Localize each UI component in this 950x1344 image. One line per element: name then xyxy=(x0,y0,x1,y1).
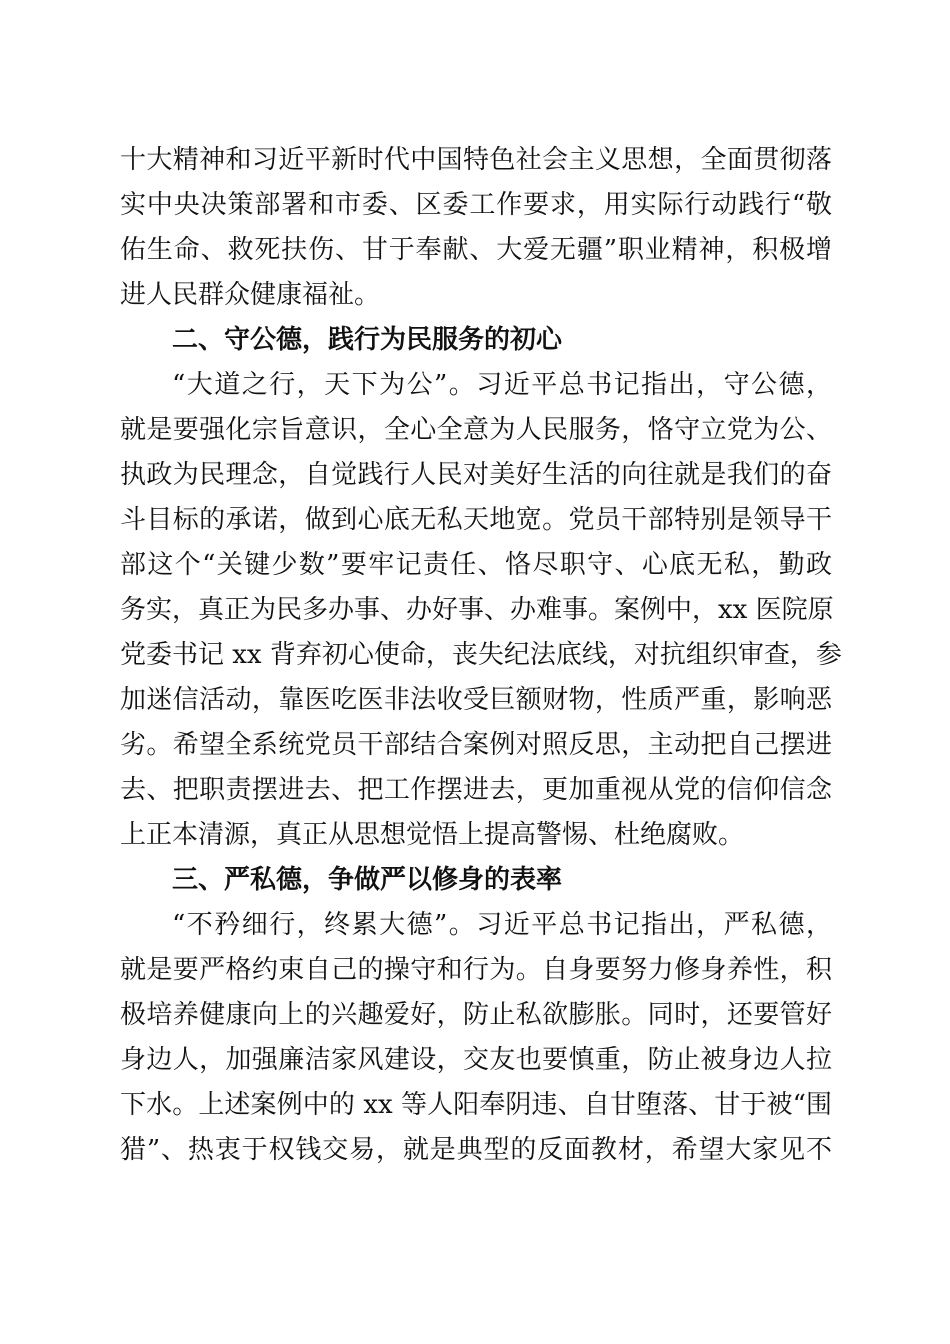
paragraph-line: “大道之行，天下为公”。习近平总书记指出，守公德， xyxy=(172,370,832,400)
paragraph-3 xyxy=(120,903,832,1173)
paragraph-line: 党委书记 xx 背弃初心使命，丧失纪法底线，对抗组织审查，参 xyxy=(120,640,842,670)
paragraph-line: 极培养健康向上的兴趣爱好，防止私欲膨胀。同时，还要管好 xyxy=(120,1000,832,1030)
paragraph-line: 斗目标的承诺，做到心底无私天地宽。党员干部特别是领导干 xyxy=(120,505,832,535)
paragraph-line: 去、把职责摆进去、把工作摆进去，更加重视从党的信仰信念 xyxy=(120,775,832,805)
paragraph-line: “不矜细行，终累大德”。习近平总书记指出，严私德， xyxy=(172,910,832,940)
section-heading-3: 三、严私德，争做严以修身的表率 xyxy=(172,865,563,895)
paragraph-line: 实中央决策部署和市委、区委工作要求，用实际行动践行“敬 xyxy=(120,190,832,220)
paragraph-line: 十大精神和习近平新时代中国特色社会主义思想，全面贯彻落 xyxy=(120,145,832,175)
paragraph-1 xyxy=(120,138,832,318)
paragraph-line: 下水。上述案例中的 xx 等人阳奉阴违、自甘堕落、甘于被“围 xyxy=(120,1090,832,1120)
document-body xyxy=(120,138,842,1173)
paragraph-line: 上正本清源，真正从思想觉悟上提高警惕、杜绝腐败。 xyxy=(120,820,745,850)
paragraph-line: 执政为民理念，自觉践行人民对美好生活的向往就是我们的奋 xyxy=(120,460,832,490)
paragraph-line: 就是要强化宗旨意识，全心全意为人民服务，恪守立党为公、 xyxy=(120,415,832,445)
paragraph-line: 就是要严格约束自己的操守和行为。自身要努力修身养性，积 xyxy=(120,955,832,985)
paragraph-2 xyxy=(120,363,842,858)
section-heading-2: 二、守公德，践行为民服务的初心 xyxy=(172,325,563,355)
paragraph-line: 务实，真正为民多办事、办好事、办难事。案例中，xx 医院原 xyxy=(120,595,834,625)
paragraph-line: 劣。希望全系统党员干部结合案例对照反思，主动把自己摆进 xyxy=(120,730,832,760)
paragraph-line: 佑生命、救死扶伤、甘于奉献、大爱无疆”职业精神，积极增 xyxy=(120,235,832,265)
paragraph-line: 身边人，加强廉洁家风建设，交友也要慎重，防止被身边人拉 xyxy=(120,1045,832,1075)
paragraph-line: 进人民群众健康福祉。 xyxy=(120,280,381,310)
paragraph-line: 加迷信活动，靠医吃医非法收受巨额财物，性质严重，影响恶 xyxy=(120,685,832,715)
paragraph-line: 猎”、热衷于权钱交易，就是典型的反面教材，希望大家见不 xyxy=(120,1135,832,1165)
paragraph-line: 部这个“关键少数”要牢记责任、恪尽职守、心底无私，勤政 xyxy=(120,550,832,580)
